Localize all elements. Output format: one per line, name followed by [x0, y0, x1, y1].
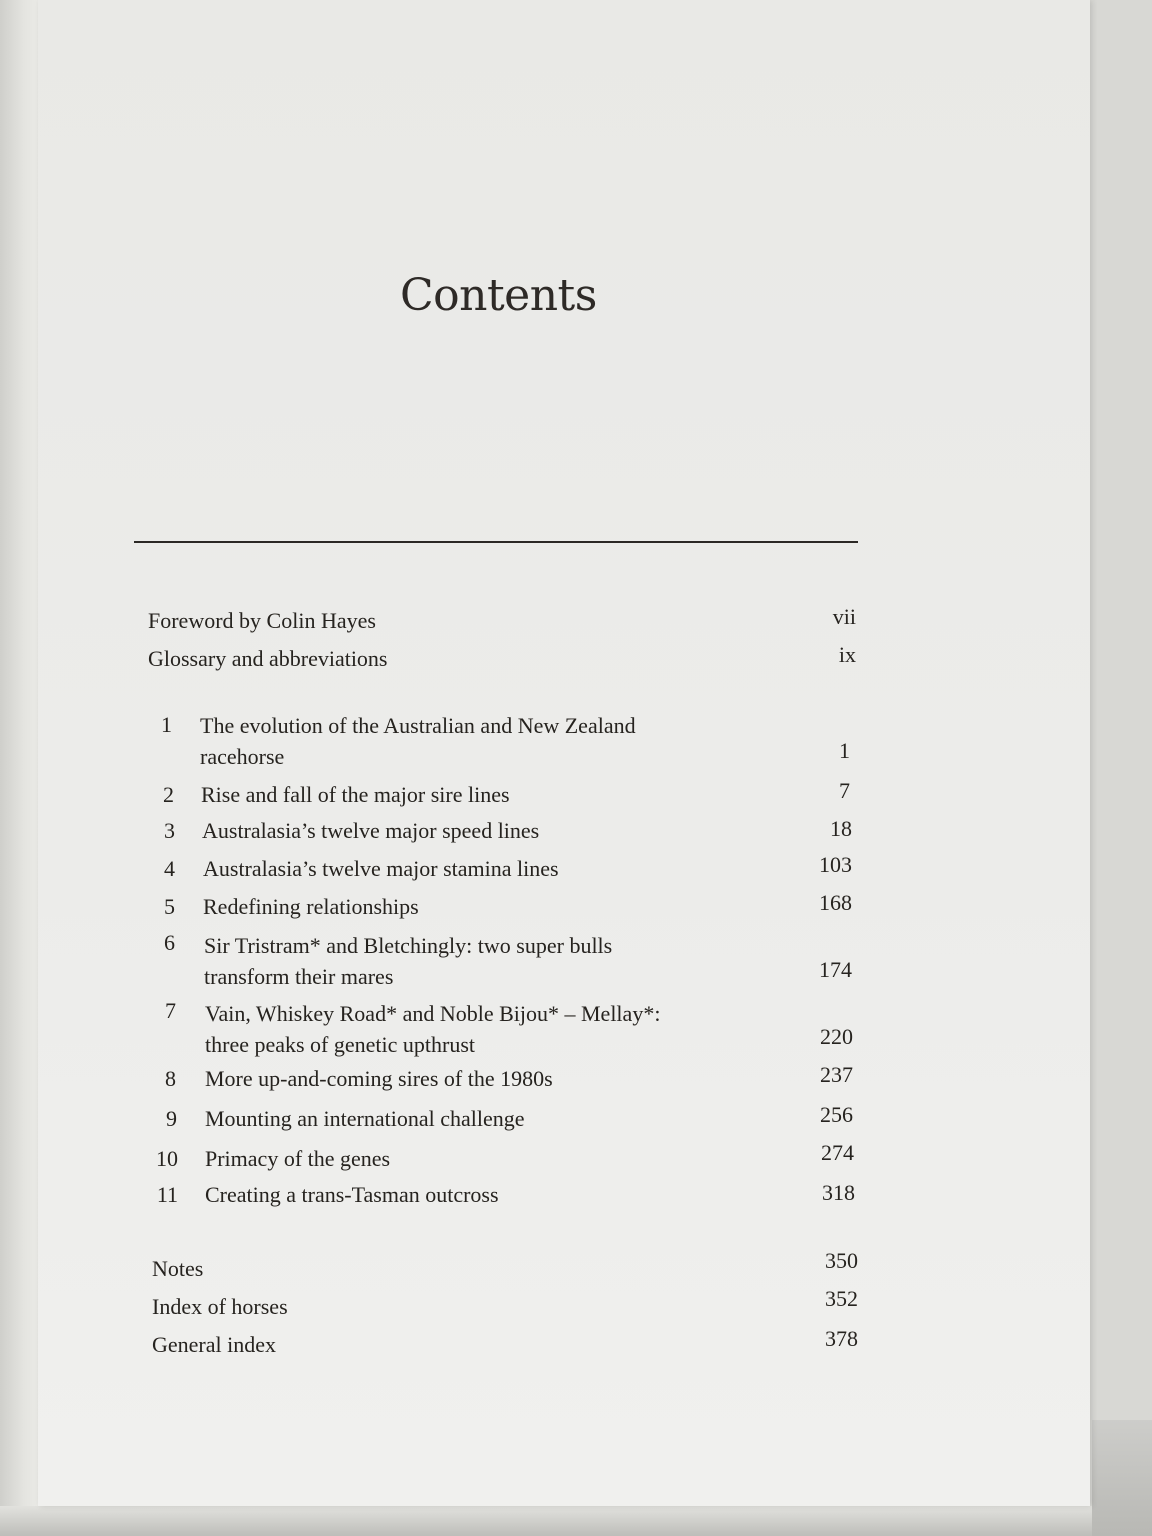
toc-chapter-11 — [38, 1182, 1090, 1216]
toc-chapter-5 — [38, 890, 1090, 928]
toc-entry-page: 378 — [825, 1326, 858, 1351]
chapter-number: 6 — [164, 930, 175, 955]
book-page — [38, 0, 1090, 1506]
toc-chapter-6 — [38, 930, 1090, 994]
chapter-title-line2: transform their mares — [204, 964, 394, 989]
chapter-number: 8 — [165, 1066, 176, 1091]
toc-chapter-2 — [38, 778, 1090, 816]
toc-entry-label: General index — [152, 1332, 276, 1357]
toc-entry-page: 350 — [825, 1248, 858, 1273]
chapter-title-line2: racehorse — [200, 744, 285, 769]
chapter-title: Australasia’s twelve major speed lines — [202, 818, 540, 843]
chapter-title-line1: The evolution of the Australian and New Zealand — [200, 713, 636, 738]
toc-chapter-9 — [38, 1102, 1090, 1140]
toc-entry-page: ix — [838, 642, 856, 667]
toc-entry-page: 174 — [819, 957, 852, 982]
toc-chapter-4 — [38, 852, 1090, 890]
toc-entry-page: 256 — [820, 1102, 853, 1127]
chapter-number: 11 — [156, 1182, 178, 1207]
toc-entry-label: Index of horses — [152, 1294, 288, 1319]
left-page-edge — [0, 0, 40, 1536]
toc-entry-page: 103 — [819, 852, 852, 877]
chapter-title-line1: Sir Tristram* and Bletchingly: two super bulls — [204, 933, 613, 958]
toc-entry-notes — [38, 1248, 1090, 1290]
toc-entry-page: 168 — [819, 890, 852, 915]
toc-entry-page: 7 — [839, 778, 850, 803]
chapter-number: 7 — [165, 998, 176, 1023]
chapter-number: 1 — [161, 712, 172, 737]
chapter-title-line2: three peaks of genetic upthrust — [205, 1032, 476, 1057]
chapter-number: 4 — [164, 856, 175, 881]
chapter-title: Redefining relationships — [203, 894, 419, 919]
title-rule — [134, 541, 858, 543]
chapter-number: 2 — [163, 782, 174, 807]
toc-chapter-10 — [38, 1140, 1090, 1180]
toc-entry-page: 237 — [820, 1062, 853, 1087]
chapter-title: Australasia’s twelve major stamina lines — [203, 856, 559, 881]
toc-entry-page: 18 — [830, 816, 852, 841]
toc-entry-page: 318 — [822, 1180, 855, 1205]
toc-entry-glossary — [38, 642, 1090, 680]
chapter-number: 5 — [164, 894, 175, 919]
toc-entry-page: 352 — [825, 1286, 858, 1311]
chapter-title: Mounting an international challenge — [205, 1106, 525, 1131]
chapter-title-line1: Vain, Whiskey Road* and Noble Bijou* – Mellay*: — [205, 1001, 661, 1026]
toc-chapter-1 — [38, 712, 1090, 776]
chapter-number: 3 — [164, 818, 175, 843]
page-title: Contents — [400, 270, 597, 321]
toc-chapter-3 — [38, 818, 1090, 852]
toc-entry-general-index — [38, 1326, 1090, 1366]
chapter-title: Creating a trans-Tasman outcross — [205, 1182, 499, 1207]
chapter-title: Rise and fall of the major sire lines — [201, 782, 510, 807]
toc-entry-label: Foreword by Colin Hayes — [148, 608, 376, 633]
toc-entry-label: Glossary and abbreviations — [148, 646, 388, 671]
chapter-number: 9 — [166, 1106, 177, 1131]
toc-entry-foreword — [38, 604, 1090, 642]
chapter-title: More up-and-coming sires of the 1980s — [205, 1066, 553, 1091]
chapter-number: 10 — [156, 1146, 178, 1171]
toc-entry-index-horses — [38, 1286, 1090, 1328]
toc-entry-label: Notes — [152, 1256, 204, 1281]
toc-entry-page: vii — [832, 604, 856, 629]
chapter-title: Primacy of the genes — [205, 1146, 391, 1171]
book-bottom-edge — [0, 1506, 1152, 1536]
toc-entry-page: 1 — [839, 738, 850, 763]
toc-chapter-8 — [38, 1062, 1090, 1100]
table-surface — [1092, 1420, 1152, 1536]
toc-entry-page: 220 — [820, 1024, 853, 1049]
toc-chapter-7 — [38, 998, 1090, 1062]
toc-entry-page: 274 — [821, 1140, 854, 1165]
